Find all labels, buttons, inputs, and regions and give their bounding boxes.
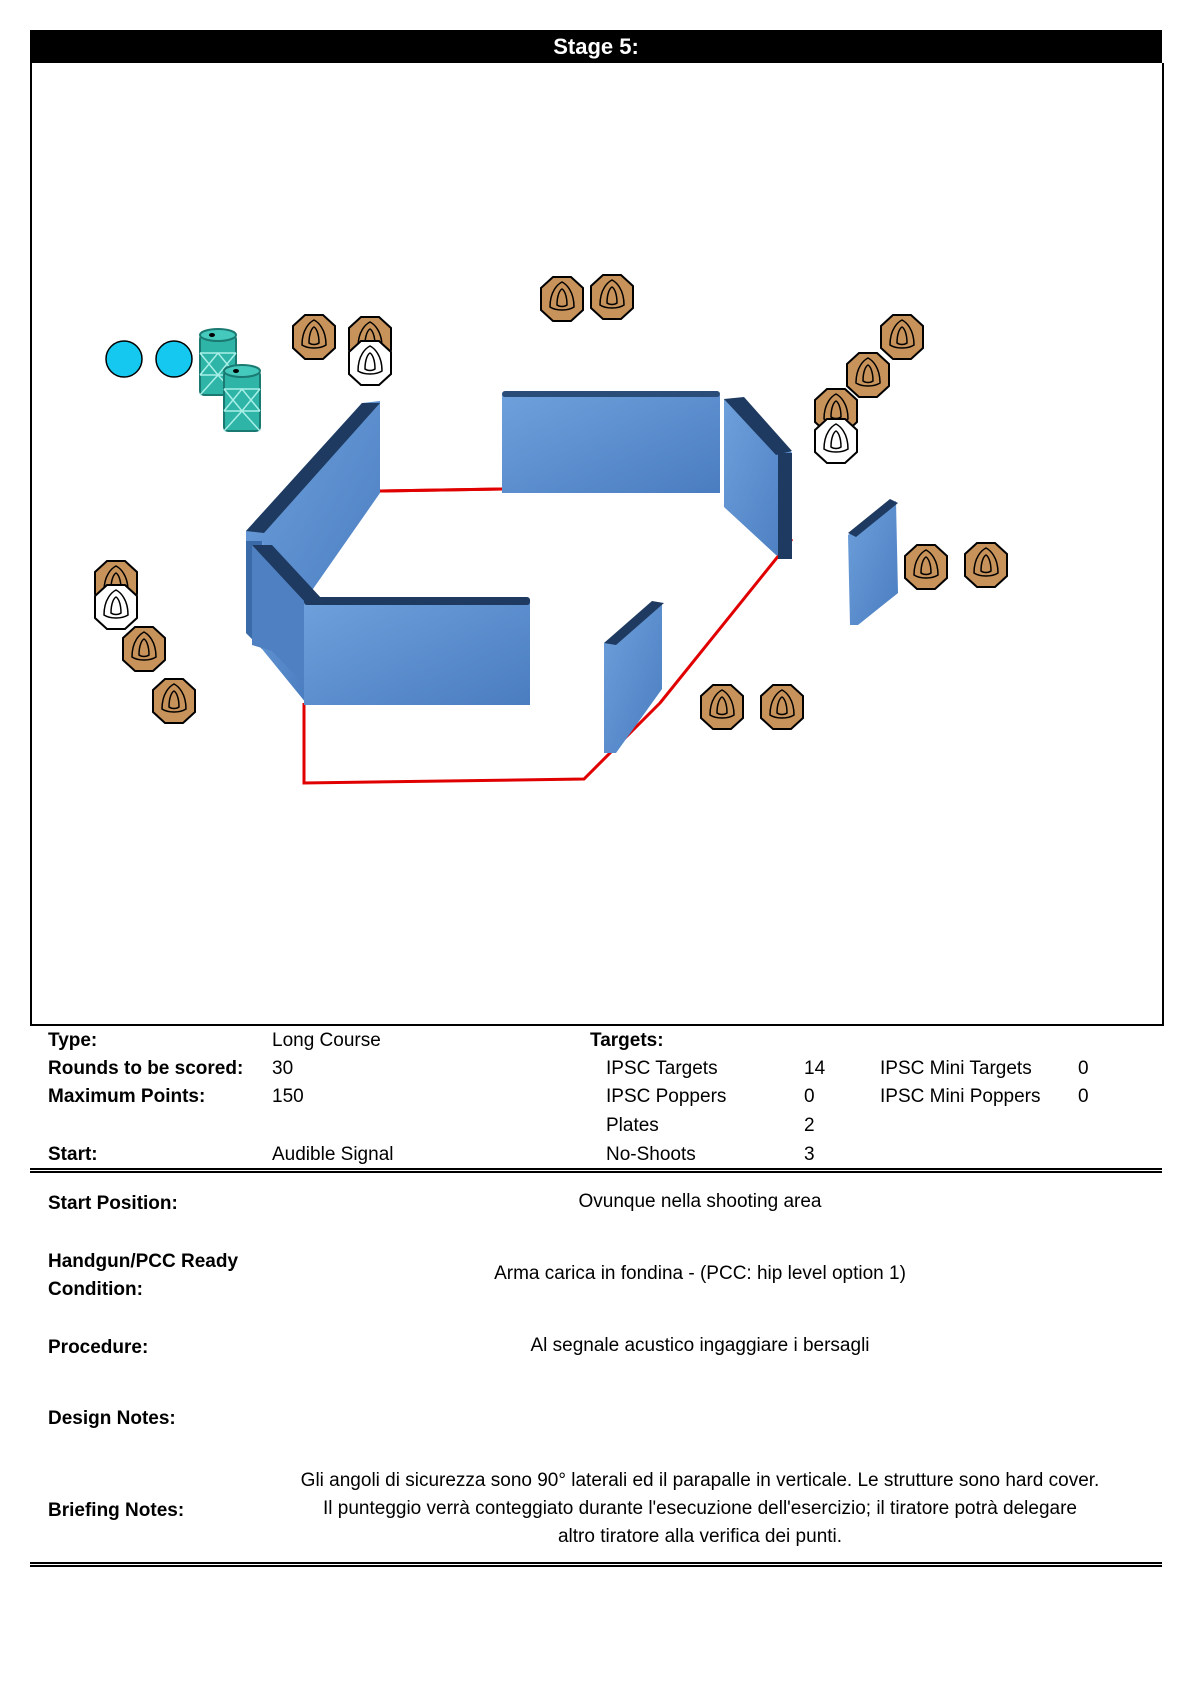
no-shoot-target-icon: [349, 341, 391, 385]
mini-targets-value: 0: [1078, 1058, 1089, 1079]
bottom-divider: [30, 1562, 1162, 1567]
wall-right-small: [848, 499, 898, 625]
ipsc-poppers-value: 0: [804, 1086, 815, 1107]
ipsc-target-icon: [965, 543, 1007, 587]
ipsc-targets-label: IPSC Targets: [606, 1058, 718, 1079]
stage-diagram-svg: [32, 63, 1162, 1024]
stage-title: Stage 5:: [30, 30, 1162, 63]
mini-poppers-label: IPSC Mini Poppers: [880, 1086, 1041, 1107]
start-position-label: Start Position:: [48, 1193, 178, 1214]
ipsc-target-icon: [153, 679, 195, 723]
steel-plate-icon: [106, 341, 142, 377]
start-position-value: Ovunque nella shooting area: [578, 1191, 822, 1212]
ipsc-target-icon: [541, 277, 583, 321]
stage-diagram: [30, 63, 1164, 1026]
ipsc-poppers-label: IPSC Poppers: [606, 1086, 727, 1107]
noshoots-value: 3: [804, 1144, 815, 1165]
ipsc-target-icon: [881, 315, 923, 359]
plates-value: 2: [804, 1115, 815, 1136]
start-label: Start:: [48, 1144, 98, 1165]
no-shoot-target-icon: [95, 585, 137, 629]
plates-label: Plates: [606, 1115, 659, 1136]
wall-top-center: [502, 391, 720, 493]
steel-plate-icon: [156, 341, 192, 377]
type-label: Type:: [48, 1030, 98, 1051]
targets-label: Targets:: [590, 1030, 664, 1051]
ipsc-target-icon: [847, 353, 889, 397]
section-divider: [30, 1168, 1162, 1173]
ipsc-targets-value: 14: [804, 1058, 826, 1079]
mini-poppers-value: 0: [1078, 1086, 1089, 1107]
noshoots-label: No-Shoots: [606, 1144, 696, 1165]
ready-condition-value: Arma carica in fondina - (PCC: hip level option 1): [494, 1263, 906, 1284]
ipsc-target-icon: [591, 275, 633, 319]
start-value: Audible Signal: [272, 1144, 394, 1165]
ipsc-target-icon: [761, 685, 803, 729]
procedure-value: Al segnale acustico ingaggiare i bersagli: [530, 1335, 870, 1356]
mini-targets-label: IPSC Mini Targets: [880, 1058, 1032, 1079]
design-notes-label: Design Notes:: [48, 1408, 176, 1429]
briefing-notes-line: Il punteggio verrà conteggiato durante l'esecuzione dell'esercizio; il tiratore potrà delegare: [323, 1498, 1077, 1519]
points-label: Maximum Points:: [48, 1086, 206, 1107]
ready-condition-label-line1: Handgun/PCC Ready: [48, 1251, 239, 1272]
ipsc-target-icon: [293, 315, 335, 359]
briefing-notes-line: Gli angoli di sicurezza sono 90° laterali ed il parapalle in verticale. Le strutture sono hard cover.: [300, 1470, 1100, 1491]
wall-bottom-left: [304, 597, 530, 705]
wall-right-diagonal: [724, 397, 792, 559]
procedure-label: Procedure:: [48, 1337, 149, 1358]
points-value: 150: [272, 1086, 304, 1107]
briefing-notes-line: altro tiratore alla verifica dei punti.: [557, 1526, 843, 1547]
rounds-label: Rounds to be scored:: [48, 1058, 244, 1079]
ready-condition-label-line2: Condition:: [48, 1279, 143, 1300]
briefing-notes-label: Briefing Notes:: [48, 1500, 185, 1521]
barrel-icon: [224, 365, 260, 431]
ipsc-target-icon: [123, 627, 165, 671]
rounds-value: 30: [272, 1058, 294, 1079]
ipsc-target-icon: [905, 545, 947, 589]
no-shoot-target-icon: [815, 419, 857, 463]
ipsc-target-icon: [701, 685, 743, 729]
type-value: Long Course: [272, 1030, 381, 1051]
